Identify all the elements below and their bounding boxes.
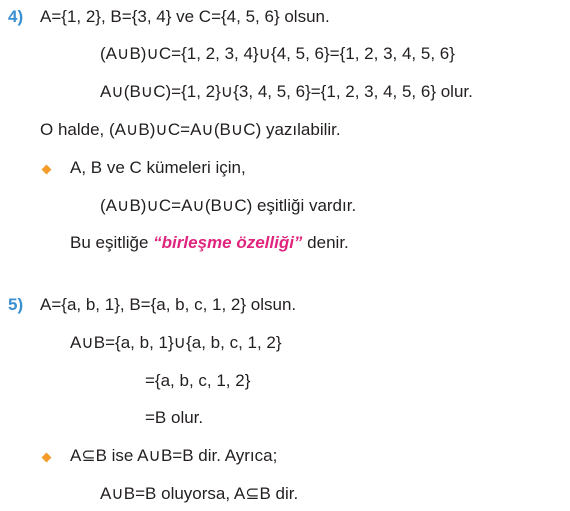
rule-1-intro: A, B ve C kümeleri için, bbox=[70, 158, 246, 177]
problem-4-conclusion: O halde, (A∪B)∪C=A∪(B∪C) yazılabilir. bbox=[40, 120, 341, 139]
rule-2-line-1: A⊆B ise A∪B=B dir. Ayrıca; bbox=[70, 446, 278, 465]
problem-4-step-2: A∪(B∪C)={1, 2}∪{3, 4, 5, 6}={1, 2, 3, 4, 5, 6} olur. bbox=[100, 82, 473, 101]
problem-5-step-2: ={a, b, c, 1, 2} bbox=[145, 371, 251, 390]
rule-2-line-2: A∪B=B oluyorsa, A⊆B dir. bbox=[100, 484, 299, 503]
diamond-bullet-icon bbox=[42, 165, 52, 175]
problem-4-step-1: (A∪B)∪C={1, 2, 3, 4}∪{4, 5, 6}={1, 2, 3, 4, 5, 6} bbox=[100, 44, 455, 63]
problem-5-step-3: =B olur. bbox=[145, 408, 204, 427]
rule-1-name-suffix: denir. bbox=[307, 233, 349, 252]
problem-4-statement: A={1, 2}, B={3, 4} ve C={4, 5, 6} olsun. bbox=[40, 7, 330, 26]
rule-1-name bbox=[70, 233, 349, 253]
problem-4-number: 4) bbox=[8, 7, 24, 26]
rule-1-identity: (A∪B)∪C=A∪(B∪C) eşitliği vardır. bbox=[100, 196, 357, 215]
problem-5-line bbox=[8, 295, 296, 315]
problem-5-step-1: A∪B={a, b, 1}∪{a, b, c, 1, 2} bbox=[70, 333, 282, 352]
problem-4-line bbox=[8, 7, 330, 27]
problem-5-number: 5) bbox=[8, 295, 24, 314]
rule-1-name-prefix: Bu eşitliğe bbox=[70, 233, 149, 252]
associative-property-term: “birleşme özelliği” bbox=[153, 233, 303, 252]
problem-5-statement: A={a, b, 1}, B={a, b, c, 1, 2} olsun. bbox=[40, 295, 297, 314]
diamond-bullet-icon bbox=[42, 453, 52, 463]
